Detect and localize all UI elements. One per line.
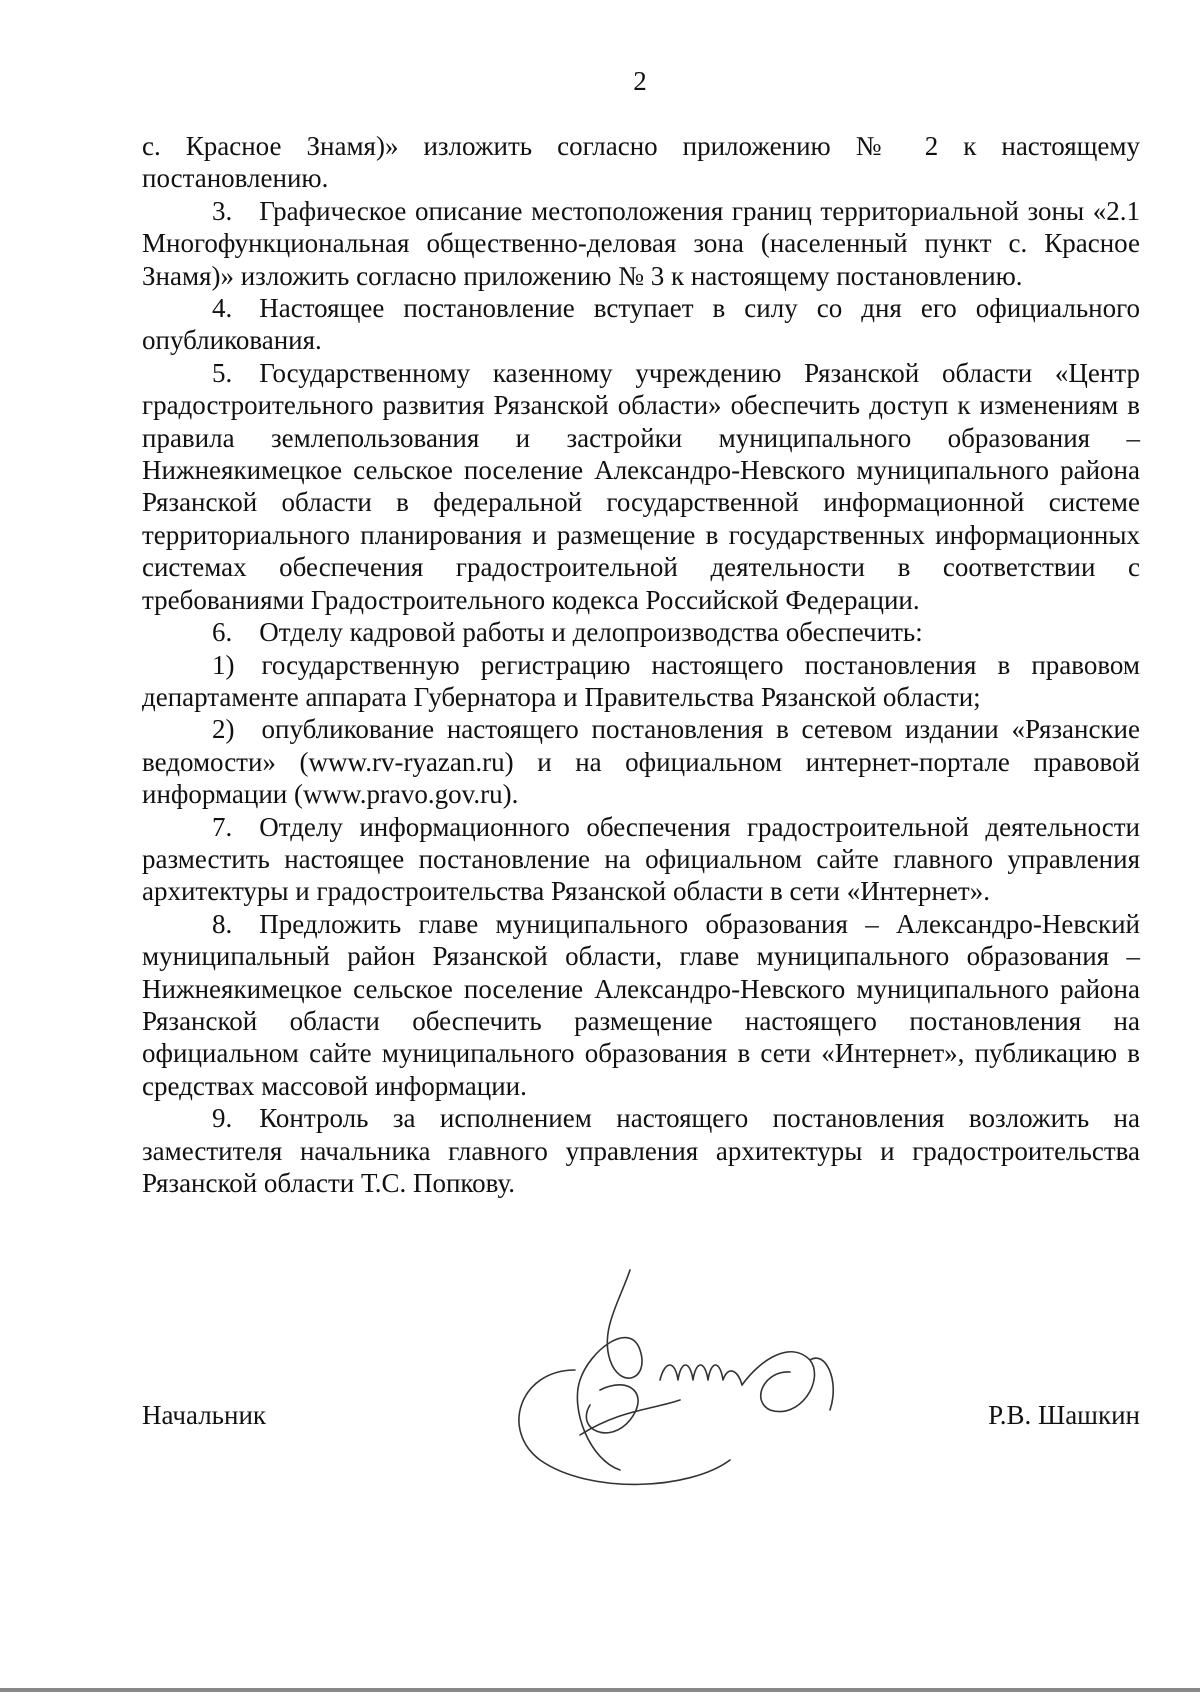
paragraph-3: 3. Графическое описание местоположения границ территориальной зоны «2.1 Многофункциональная общественно-деловая зона (населенный пункт с. Красное Знамя)» изложить согласно приложению № 3 к настоящему постановлению. <box>142 195 1140 291</box>
paragraph-5: 5. Государственному казенному учреждению Рязанской области «Центр градостроительного развития Рязанской области» обеспечить доступ к изменениям в правила землепользования и застройки муниципального образования – Нижнеякимецкое сельское поселение Александро-Невского муниципального района Рязанской области в федеральной государственной информационной системе территориального планирования и размещение в государственных информационных системах обеспечения градостроительной деятельности в соответствии с требованиями Градостроительного кодекса Российской Федерации. <box>142 357 1140 615</box>
paragraph-6-item-1: 1) государственную регистрацию настоящего постановления в правовом департаменте аппарата Губернатора и Правительства Рязанской области; <box>142 649 1140 712</box>
paragraph-9: 9. Контроль за исполнением настоящего постановления возложить на заместителя начальника главного управления архитектуры и градостроительства Рязанской области Т.С. Попкову. <box>142 1103 1140 1198</box>
document-body <box>142 130 1140 1199</box>
handwritten-signature <box>480 1260 900 1500</box>
signatory-title: Начальник <box>142 1400 267 1430</box>
signatory-name: Р.В. Шашкин <box>988 1400 1140 1430</box>
page-number: 2 <box>633 66 647 96</box>
paragraph-4: 4. Настоящее постановление вступает в силу со дня его официального опубликования. <box>142 293 1140 356</box>
scan-edge-line <box>0 1688 1200 1692</box>
paragraph-6: 6. Отделу кадровой работы и делопроизводства обеспечить: <box>212 617 923 648</box>
paragraph-continuation: с. Красное Знамя)» изложить согласно приложению № 2 к настоящему постановлению. <box>142 131 1140 194</box>
paragraph-8: 8. Предложить главе муниципального образования – Александро-Невский муниципальный район Рязанской области, главе муниципального образования – Нижнеякимецкое сельское поселение Александро-Невского муниципального района Рязанской области обеспечить размещение настоящего постановления на официальном сайте муниципального образования в сети «Интернет», публикацию в средствах массовой информации. <box>142 908 1140 1101</box>
paragraph-7: 7. Отделу информационного обеспечения градостроительной деятельности разместить настоящее постановление на официальном сайте главного управления архитектуры и градостроительства Рязанской области в сети «Интернет». <box>142 811 1140 907</box>
signature-block <box>142 1400 1140 1440</box>
paragraph-6-item-2: 2) опубликование настоящего постановления в сетевом издании «Рязанские ведомости» (www.rv-ryazan.ru) и на официальном интернет-портале правовой информации (www.pravo.gov.ru). <box>142 714 1140 810</box>
